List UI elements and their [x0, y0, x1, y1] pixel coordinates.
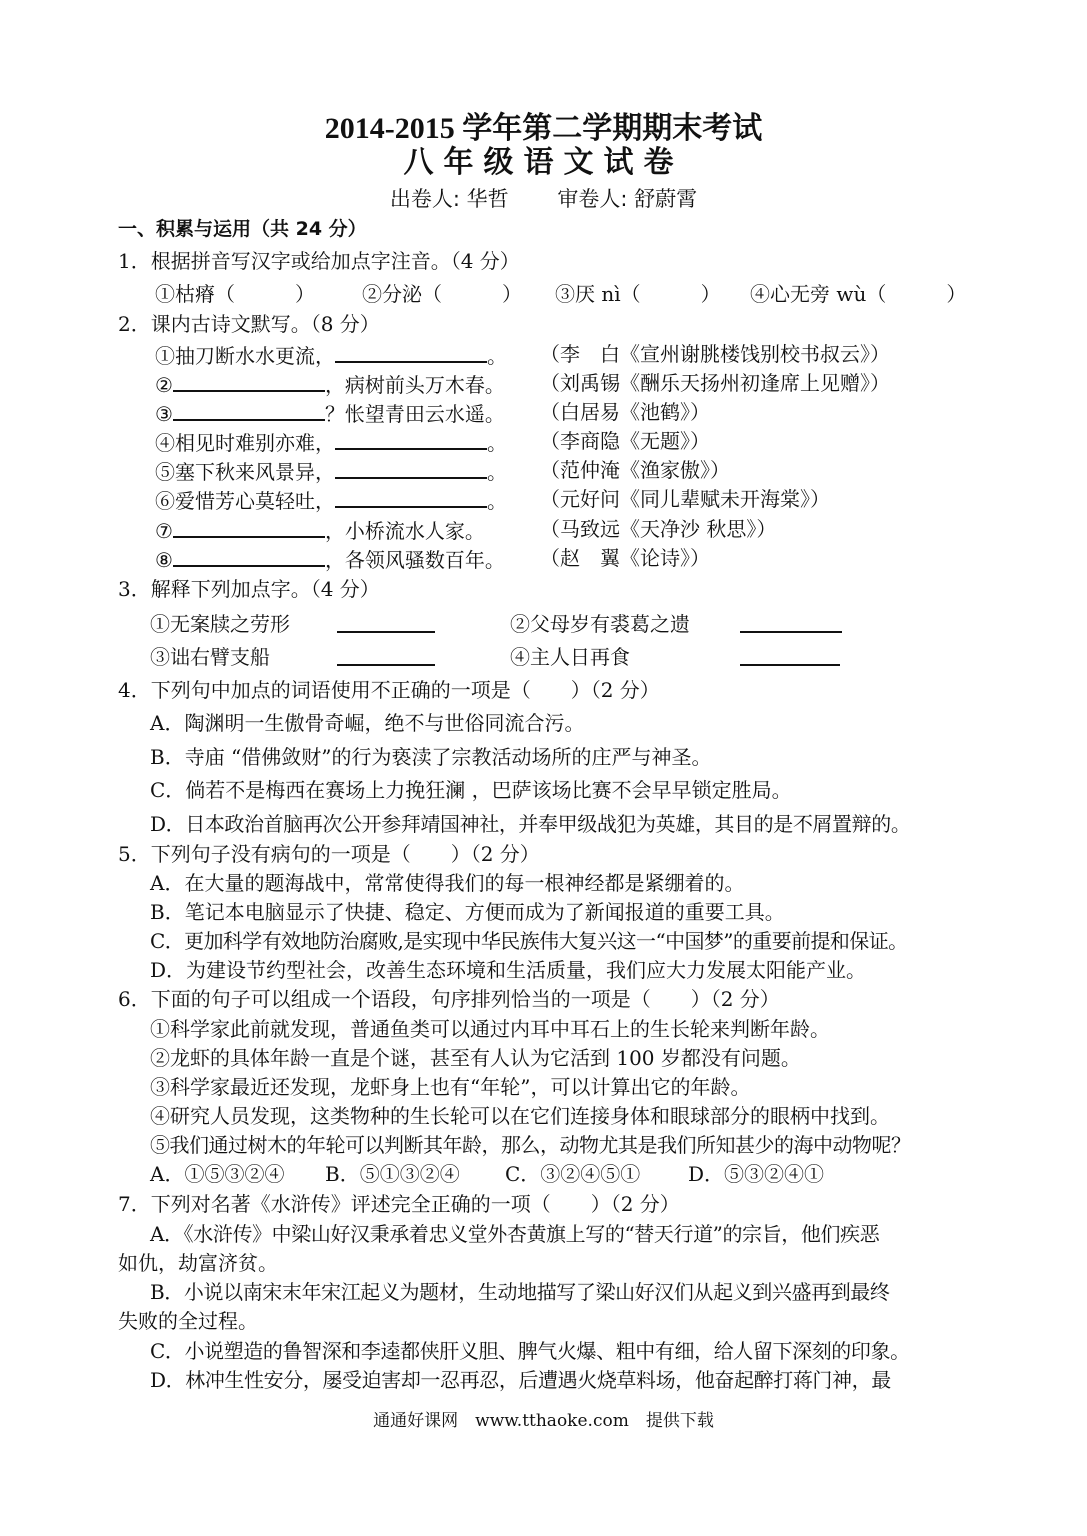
q7-option-c: C．小说塑造的鲁智深和李逵都侠肝义胆、脾气火爆、粗中有细，给人留下深刻的印象。: [150, 1339, 910, 1363]
q3-item-text: ①无案牍之劳形: [150, 612, 290, 636]
q4-option-a: A．陶渊明一生傲骨奇崛，绝不与世俗同流合污。: [150, 711, 585, 735]
poem-line: [155, 370, 975, 398]
poem-suffix: 。: [487, 344, 507, 368]
poem-prefix: ②: [155, 373, 173, 397]
poem-line: [155, 486, 975, 514]
question-6-stem: 6．下面的句子可以组成一个语段，句序排列恰当的一项是（ ）（2 分）: [118, 987, 780, 1011]
q5-option-c: C．更加科学有效地防治腐败,是实现中华民族伟大复兴这一“中国梦”的重要前提和保证。: [150, 929, 908, 953]
answer-blank[interactable]: [335, 341, 487, 363]
poem-line: [155, 545, 975, 573]
q6-sentence: ④研究人员发现，这类物种的生长轮可以在它们连接身体和眼球部分的眼柄中找到。: [150, 1104, 890, 1128]
poem-source: （李 白《宣州谢朓楼饯别校书叔云》）: [540, 342, 890, 366]
answer-blank[interactable]: [173, 516, 325, 538]
answer-blank[interactable]: [335, 486, 487, 508]
page-footer: 通通好课网 www.tthaoke.com 提供下载: [373, 1411, 714, 1431]
answer-blank[interactable]: [173, 545, 325, 567]
poem-prefix: ⑥爱惜芳心莫轻吐，: [155, 489, 335, 513]
poem-source: （范仲淹《渔家傲》）: [540, 458, 730, 482]
poem-prefix: ③: [155, 402, 173, 426]
poem-suffix: 。: [487, 460, 507, 484]
question-5-stem: 5．下列句子没有病句的一项是（ ）（2 分）: [118, 842, 540, 866]
poem-source: （白居易《池鹤》）: [540, 400, 710, 424]
question-4-stem: 4．下列句中加点的词语使用不正确的一项是（ ）（2 分）: [118, 678, 660, 702]
q6-option-c: C．③②④⑤①: [505, 1162, 641, 1186]
poem-suffix: 。: [487, 431, 507, 455]
poem-suffix: ，小桥流水人家。: [324, 519, 485, 543]
answer-blank[interactable]: [337, 611, 435, 639]
q6-sentence: ①科学家此前就发现，普通鱼类可以通过内耳中耳石上的生长轮来判断年龄。: [150, 1017, 830, 1041]
poem-source: （李商隐《无题》）: [540, 429, 710, 453]
poem-line: [155, 341, 975, 369]
q5-option-d: D．为建设节约型社会，改善生态环境和生活质量，我们应大力发展太阳能产业。: [150, 958, 867, 982]
poem-suffix: ，病树前头万木春。: [324, 373, 505, 397]
q5-option-a: A．在大量的题海战中，常常使得我们的每一根神经都是紧绷着的。: [150, 871, 745, 895]
q3-item: ②父母岁有裘葛之遗: [510, 612, 690, 636]
q5-option-b: B．笔记本电脑显示了快捷、稳定、方便而成为了新闻报道的重要工具。: [150, 900, 785, 924]
poem-suffix: ？怅望青田云水遥。: [324, 402, 505, 426]
answer-blank[interactable]: [335, 457, 487, 479]
poem-line: [155, 399, 975, 427]
answer-blank[interactable]: [740, 611, 842, 639]
q6-option-a: A．①⑤③②④: [150, 1162, 285, 1186]
poem-prefix: ⑤塞下秋来风景异，: [155, 460, 335, 484]
poem-line: [155, 457, 975, 485]
q4-option-d: D．日本政治首脑再次公开参拜靖国神社，并奉甲级战犯为英雄，其目的是不屑置辩的。: [150, 812, 911, 836]
q4-option-b: B．寺庙 “借佛敛财”的行为亵渎了宗教活动场所的庄严与神圣。: [150, 745, 712, 769]
q3-item: [150, 611, 290, 637]
exam-authors: 出卷人: 华哲 审卷人: 舒蔚霄: [389, 187, 698, 211]
poem-prefix: ④相见时难别亦难，: [155, 431, 335, 455]
q6-sentence: ②龙虾的具体年龄一直是个谜，甚至有人认为它活到 100 岁都没有问题。: [150, 1046, 801, 1070]
q1-item: ②分泌（ ）: [362, 282, 522, 306]
poem-prefix: ①抽刀断水水更流，: [155, 344, 335, 368]
poem-source: （元好问《同儿辈赋未开海棠》）: [540, 487, 830, 511]
answer-blank[interactable]: [173, 399, 325, 421]
answer-blank[interactable]: [335, 428, 487, 450]
poem-source: （赵 翼《论诗》）: [540, 546, 710, 570]
q6-sentence: ③科学家最近还发现，龙虾身上也有“年轮”，可以计算出它的年龄。: [150, 1075, 751, 1099]
q7-option-b-cont: 失败的全过程。: [118, 1309, 258, 1333]
q4-option-c: C．倘若不是梅西在赛场上力挽狂澜 ，巴萨该场比赛不会早早锁定胜局。: [150, 778, 792, 802]
q7-option-a: A．《水浒传》中梁山好汉秉承着忠义堂外杏黄旗上写的“替天行道”的宗旨，他们疾恶: [150, 1222, 880, 1246]
q3-item: ④主人日再食: [510, 645, 630, 669]
poem-suffix: ，各领风骚数百年。: [324, 548, 505, 572]
poem-prefix: ⑦: [155, 519, 173, 543]
answer-blank[interactable]: [740, 644, 840, 672]
answer-blank[interactable]: [173, 370, 325, 392]
poem-source: （刘禹锡《酬乐天扬州初逢席上见赠》）: [540, 371, 890, 395]
question-3-stem: 3．解释下列加点字。（4 分）: [118, 577, 380, 601]
poem-source: （马致远《天净沙 秋思》）: [540, 517, 777, 541]
q7-option-d: D．林冲生性安分，屡受迫害却一忍再忍，后遭遇火烧草料场，他奋起醉打蒋门神，最: [150, 1368, 891, 1392]
poem-line: [155, 428, 975, 456]
section-heading: 一、积累与运用（共 24 分）: [118, 218, 367, 240]
q6-sentence: ⑤我们通过树木的年轮可以判断其年龄，那么，动物尤其是我们所知甚少的海中动物呢？: [150, 1133, 911, 1157]
q6-option-b: B．⑤①③②④: [325, 1162, 460, 1186]
q1-item: ③厌 nì（ ）: [555, 282, 721, 306]
answer-blank[interactable]: [337, 644, 435, 672]
question-7-stem: 7．下列对名著《水浒传》评述完全正确的一项（ ）（2 分）: [118, 1192, 680, 1216]
exam-title: 2014-2015 学年第二学期期末考试: [324, 112, 763, 145]
q7-option-a-cont: 如仇，劫富济贫。: [118, 1251, 278, 1275]
exam-subtitle: 八年级语文试卷: [403, 145, 684, 180]
question-1-stem: 1．根据拼音写汉字或给加点字注音。（4 分）: [118, 249, 520, 273]
q1-item: ④心无旁 wù（ ）: [750, 282, 967, 306]
q3-item: ③诎右臂支船: [150, 645, 270, 669]
q7-option-b: B．小说以南宋末年宋江起义为题材，生动地描写了梁山好汉们从起义到兴盛再到最终: [150, 1280, 890, 1304]
poem-prefix: ⑧: [155, 548, 173, 572]
q6-option-d: D．⑤③②④①: [688, 1162, 825, 1186]
q1-item: ①枯瘠（ ）: [155, 282, 315, 306]
poem-line: [155, 516, 975, 544]
question-2-stem: 2．课内古诗文默写。（8 分）: [118, 312, 380, 336]
poem-suffix: 。: [487, 489, 507, 513]
